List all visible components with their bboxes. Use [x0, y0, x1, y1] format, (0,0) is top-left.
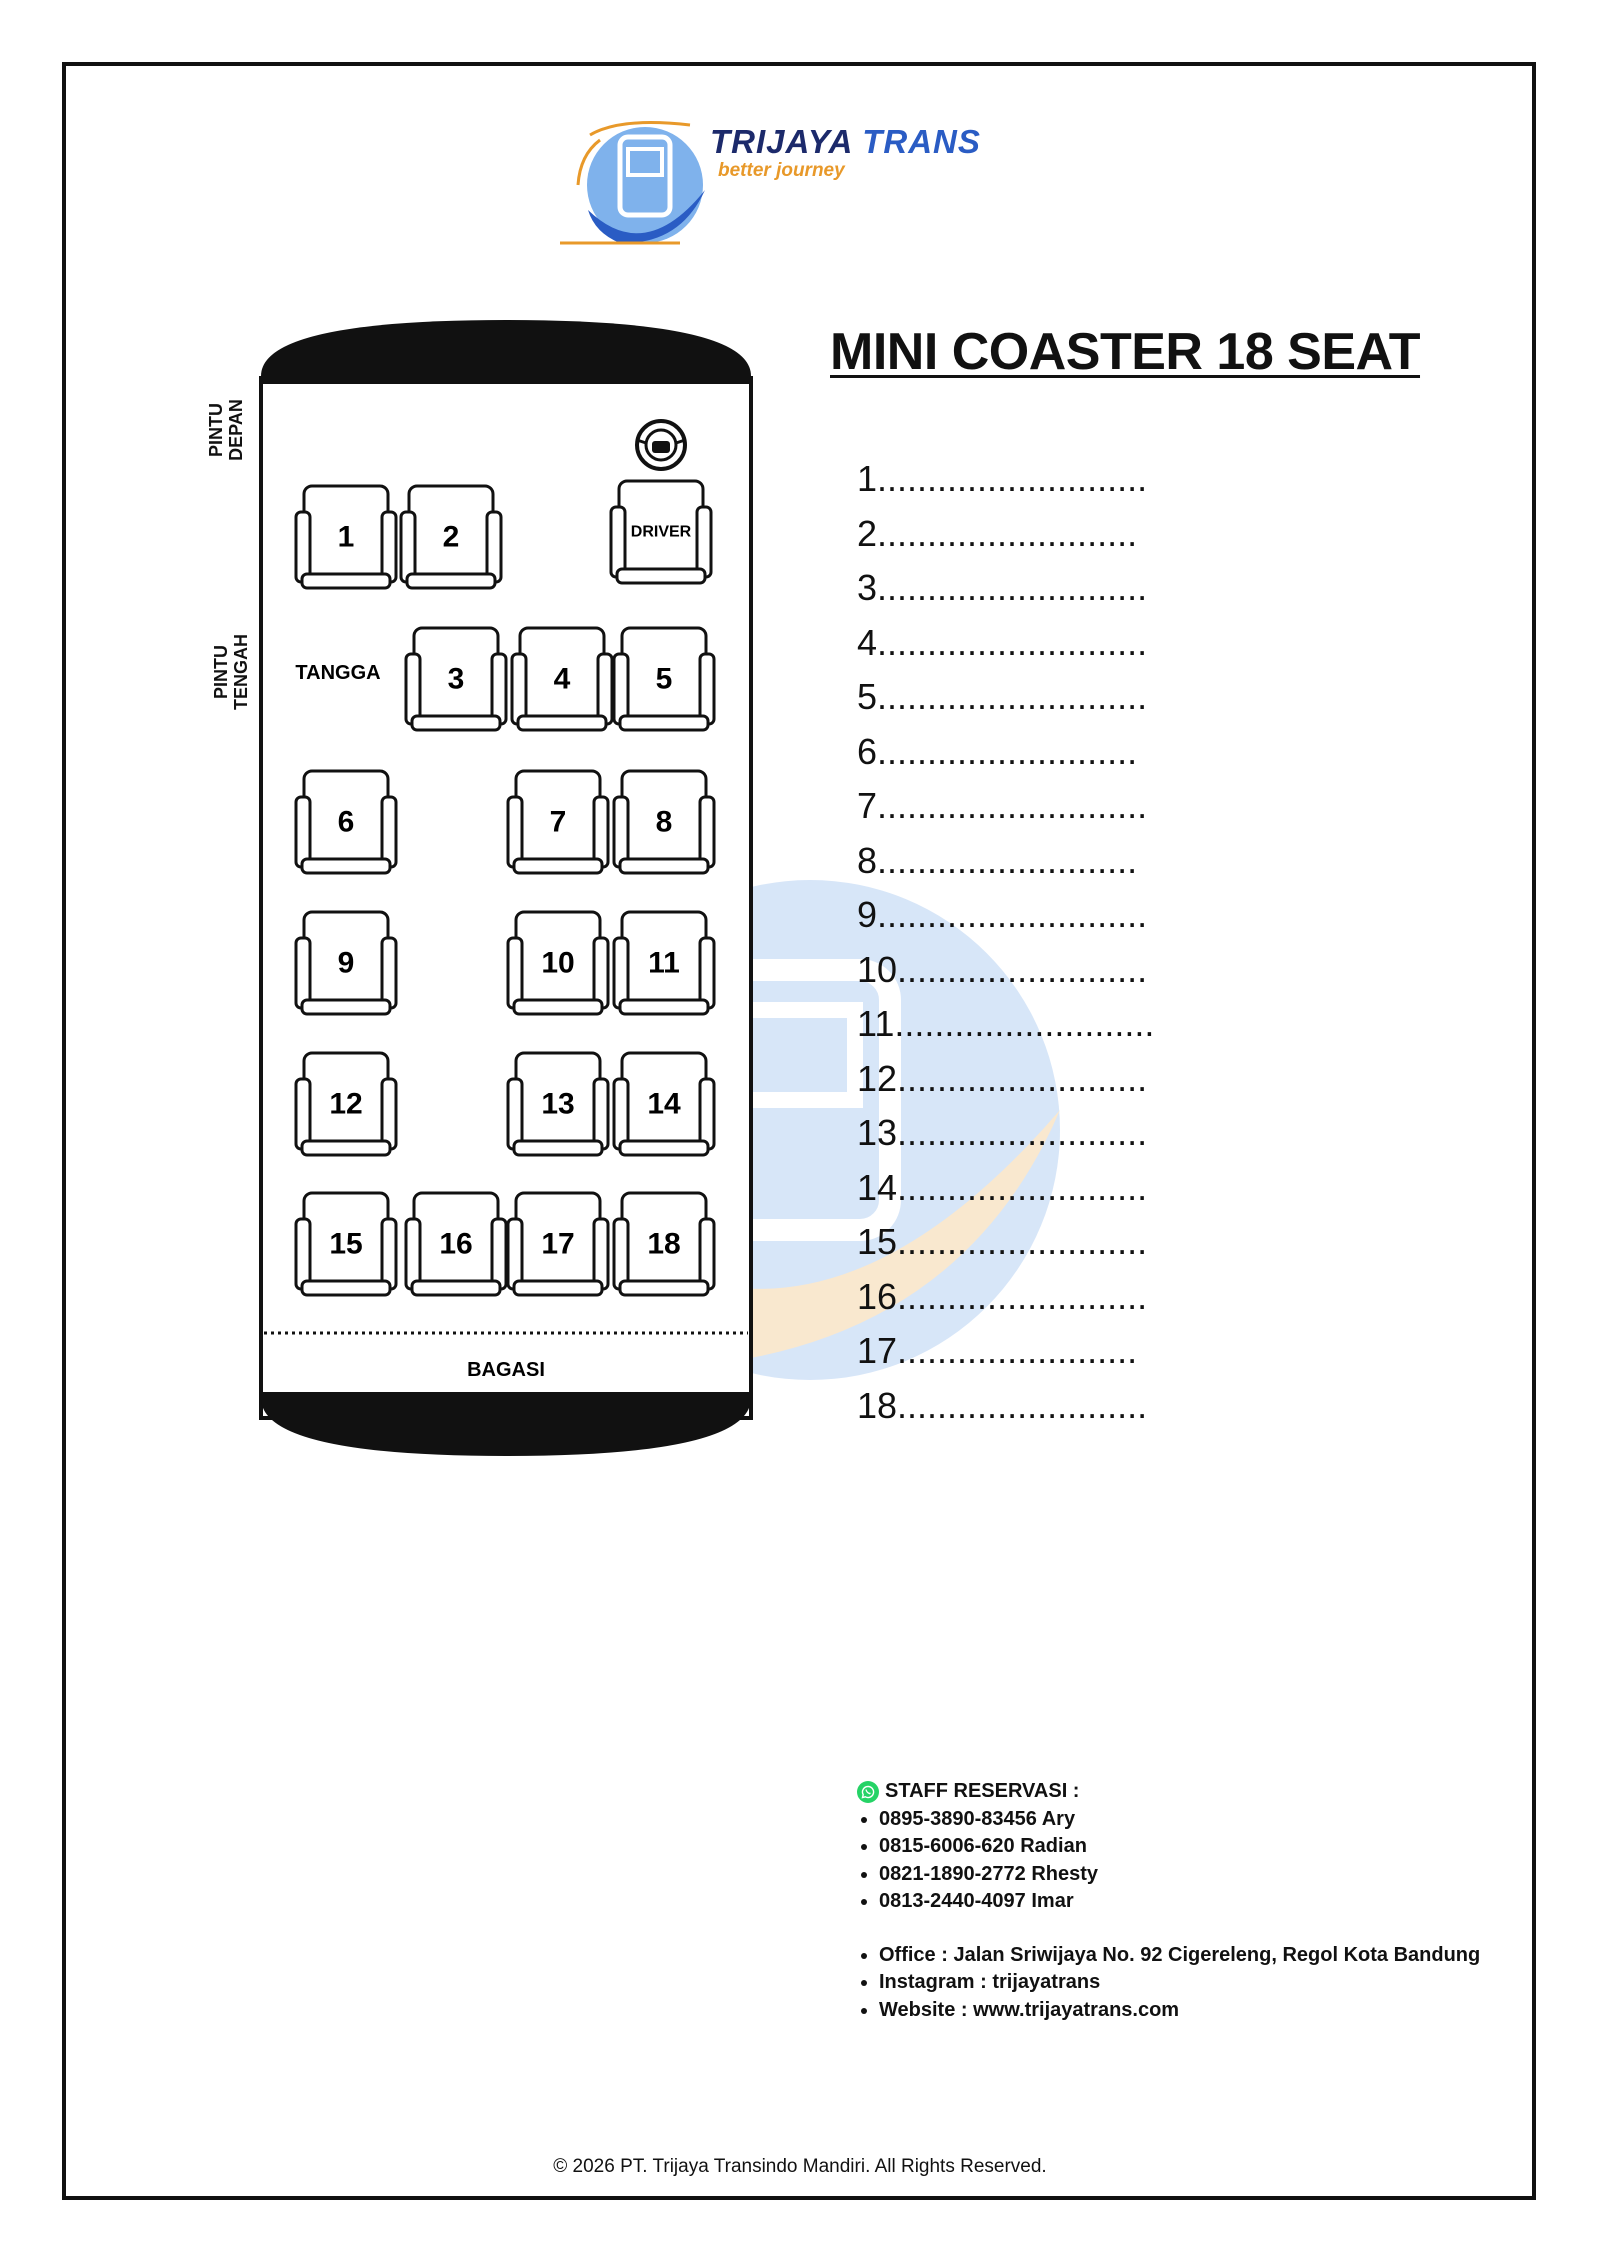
- seat-18-number: 18: [647, 1227, 681, 1261]
- passenger-line: 6..........................: [857, 730, 1138, 772]
- passenger-line: 18.........................: [857, 1384, 1148, 1426]
- staff-contact: • 0821-1890-2772 Rhesty: [879, 1861, 1480, 1889]
- seat-8: [614, 771, 714, 873]
- staff-contact: • 0815-6006-620 Radian: [879, 1833, 1480, 1861]
- door-middle-label: PINTU TENGAH: [211, 634, 251, 710]
- seat-8-number: 8: [655, 805, 673, 839]
- seat-15-number: 15: [329, 1227, 363, 1261]
- bus-rear-cap: [261, 1398, 751, 1456]
- company-info: • Instagram : trijayatrans: [879, 1969, 1480, 1997]
- passenger-line: 5...........................: [857, 676, 1148, 717]
- seat-12: [296, 1053, 396, 1155]
- whatsapp-icon: [857, 1781, 879, 1803]
- passenger-list: [857, 452, 1154, 1433]
- seat-2: [401, 486, 501, 588]
- driver-seat-number: DRIVER: [630, 523, 692, 541]
- seat-11: [614, 912, 714, 1014]
- bus-front-cap: [261, 320, 751, 378]
- seat-3-number: 3: [447, 662, 465, 696]
- seat-13-number: 13: [541, 1087, 575, 1121]
- seat-9: [296, 912, 396, 1014]
- seat-5: [614, 628, 714, 730]
- seat-4: [512, 628, 612, 730]
- seat-7-number: 7: [549, 805, 567, 839]
- seat-6: [296, 771, 396, 873]
- driver-seat: [611, 481, 711, 583]
- seat-13: [508, 1053, 608, 1155]
- seat-14: [614, 1053, 714, 1155]
- luggage-label: BAGASI: [467, 1359, 545, 1381]
- seat-4-number: 4: [553, 662, 571, 696]
- brand-name: TRIJAYA TRANS: [710, 123, 981, 160]
- seat-9-number: 9: [337, 946, 355, 980]
- seat-2-number: 2: [442, 520, 460, 554]
- brand-tagline: better journey: [718, 160, 845, 181]
- passenger-line: 12.........................: [857, 1057, 1148, 1099]
- seat-15: [296, 1193, 396, 1295]
- seat-16-number: 16: [439, 1227, 473, 1261]
- seat-14-number: 14: [647, 1087, 681, 1121]
- company-info: • Website : www.trijayatrans.com: [879, 1997, 1480, 2025]
- seat-1-number: 1: [337, 520, 355, 554]
- staff-contact: • 0895-3890-83456 Ary: [879, 1806, 1480, 1834]
- brand-logo: [560, 115, 1020, 255]
- passenger-line: 8..........................: [857, 839, 1138, 881]
- contact-block: [857, 1778, 1480, 2024]
- passenger-line: 3...........................: [857, 567, 1148, 608]
- seat-6-number: 6: [337, 805, 355, 839]
- page-title: MINI COASTER 18 SEAT: [830, 323, 1421, 381]
- seat-10: [508, 912, 608, 1014]
- info-list: [857, 1942, 1480, 2025]
- passenger-line: 9...........................: [857, 894, 1148, 935]
- footer-copyright: © 2026 PT. Trijaya Transindo Mandiri. All Rights Reserved.: [553, 2156, 1047, 2177]
- passenger-line: 13.........................: [857, 1112, 1148, 1153]
- bus-logo-icon: [560, 115, 710, 255]
- passenger-line: 1...........................: [857, 458, 1148, 499]
- passenger-line: 17........................: [857, 1330, 1138, 1371]
- seat-16: [406, 1193, 506, 1295]
- seat-17: [508, 1193, 608, 1295]
- passenger-line: 16.........................: [857, 1275, 1148, 1317]
- passenger-line: 10.........................: [857, 948, 1148, 990]
- stairs-label: TANGGA: [295, 662, 381, 684]
- seat-5-number: 5: [655, 662, 673, 696]
- seat-1: [296, 486, 396, 588]
- staff-heading-text: STAFF RESERVASI :: [885, 1780, 1080, 1802]
- passenger-line: 15.........................: [857, 1221, 1148, 1262]
- seat-7: [508, 771, 608, 873]
- staff-list: [857, 1806, 1480, 1916]
- passenger-line: 7...........................: [857, 785, 1148, 826]
- seat-12-number: 12: [329, 1087, 363, 1121]
- passenger-line: 11..........................: [857, 1003, 1155, 1044]
- bus-seat-layout: [258, 318, 758, 1458]
- seat-18: [614, 1193, 714, 1295]
- staff-heading: [857, 1778, 1480, 1806]
- staff-contact: • 0813-2440-4097 Imar: [879, 1888, 1480, 1916]
- seat-11-number: 11: [648, 946, 680, 980]
- passenger-line: 4...........................: [857, 621, 1148, 663]
- door-front-label: PINTU DEPAN: [206, 399, 246, 461]
- seat-10-number: 10: [541, 946, 575, 980]
- seat-17-number: 17: [541, 1227, 575, 1261]
- seat-3: [406, 628, 506, 730]
- passenger-line: 2..........................: [857, 512, 1138, 554]
- company-info: • Office : Jalan Sriwijaya No. 92 Cigereleng, Regol Kota Bandung: [879, 1942, 1480, 1970]
- passenger-line: 14.........................: [857, 1166, 1148, 1208]
